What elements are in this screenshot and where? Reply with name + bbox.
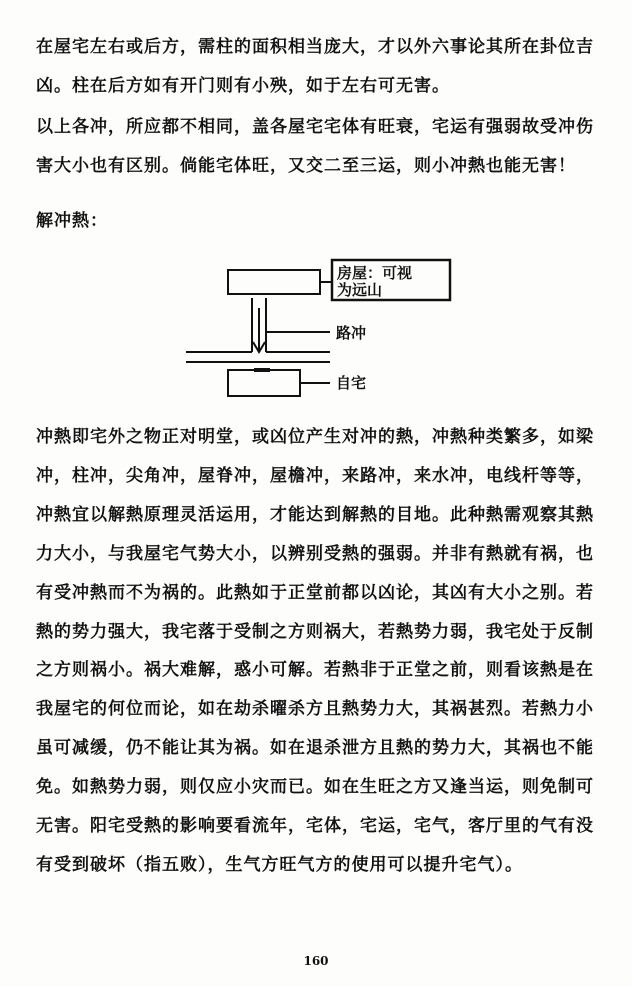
building-label-line1: 房屋：可视 [337,264,413,282]
road-clash-diagram [180,250,470,410]
diagram-svg [180,250,470,410]
house-door-mark [254,368,270,372]
paragraph-body: 冲熱即宅外之物正对明堂，或凶位产生对冲的熱，冲熱种类繁多，如梁冲，柱冲，尖角冲，屋脊冲，屋檐冲，来路冲，来水冲，电线杆等等，冲熱宜以解熱原理灵活运用，才能达到解熱的目地。此种熱需观察其熱力大小，与我屋宅气势大小，以辨别受熱的强弱。并非有熱就有祸，也有受冲熱而不为祸的。此熱如于正堂前都以凶论，其凶有大小之别。若熱的势力强大，我宅落于受制之方则祸大，若熱势力弱，我宅处于反制之方则祸小。祸大难解，惑小可解。若熱非于正堂之前，则看该熱是在我屋宅的何位而论，如在劫杀曜杀方且熱势力大，其祸甚烈。若熱力小虽可减缓，仍不能让其为祸。如在退杀泄方且熱的势力大，其祸也不能免。如熱势力弱，则仅应小灾而已。如在生旺之方又逢当运，则免制可无害。阳宅受熱的影响要看流年，宅体，宅运，宅气，客厅里的气有没有受到破坏（指五败），生气方旺气方的使用可以提升宅气）。 [36,427,594,875]
distant-building-rect [228,270,320,294]
page-number: 160 [303,954,329,968]
own-house-label: 自宅 [336,374,367,392]
section-heading: 解冲熱： [36,211,108,231]
paragraph-intro: 在屋宅左右或后方，需柱的面积相当庞大，才以外六事论其所在卦位吉凶。柱在后方如有开门则有小殃，如于左右可无害。 [36,37,594,96]
road-clash-label: 路冲 [336,324,367,342]
building-label-line2: 为远山 [337,281,383,299]
own-house-rect [228,370,300,396]
paragraph-summary: 以上各冲，所应都不相同，盖各屋宅宅体有旺衰，宅运有强弱故受冲伤害大小也有区别。倘能宅体旺，又交二至三运，则小冲熱也能无害！ [36,117,594,176]
